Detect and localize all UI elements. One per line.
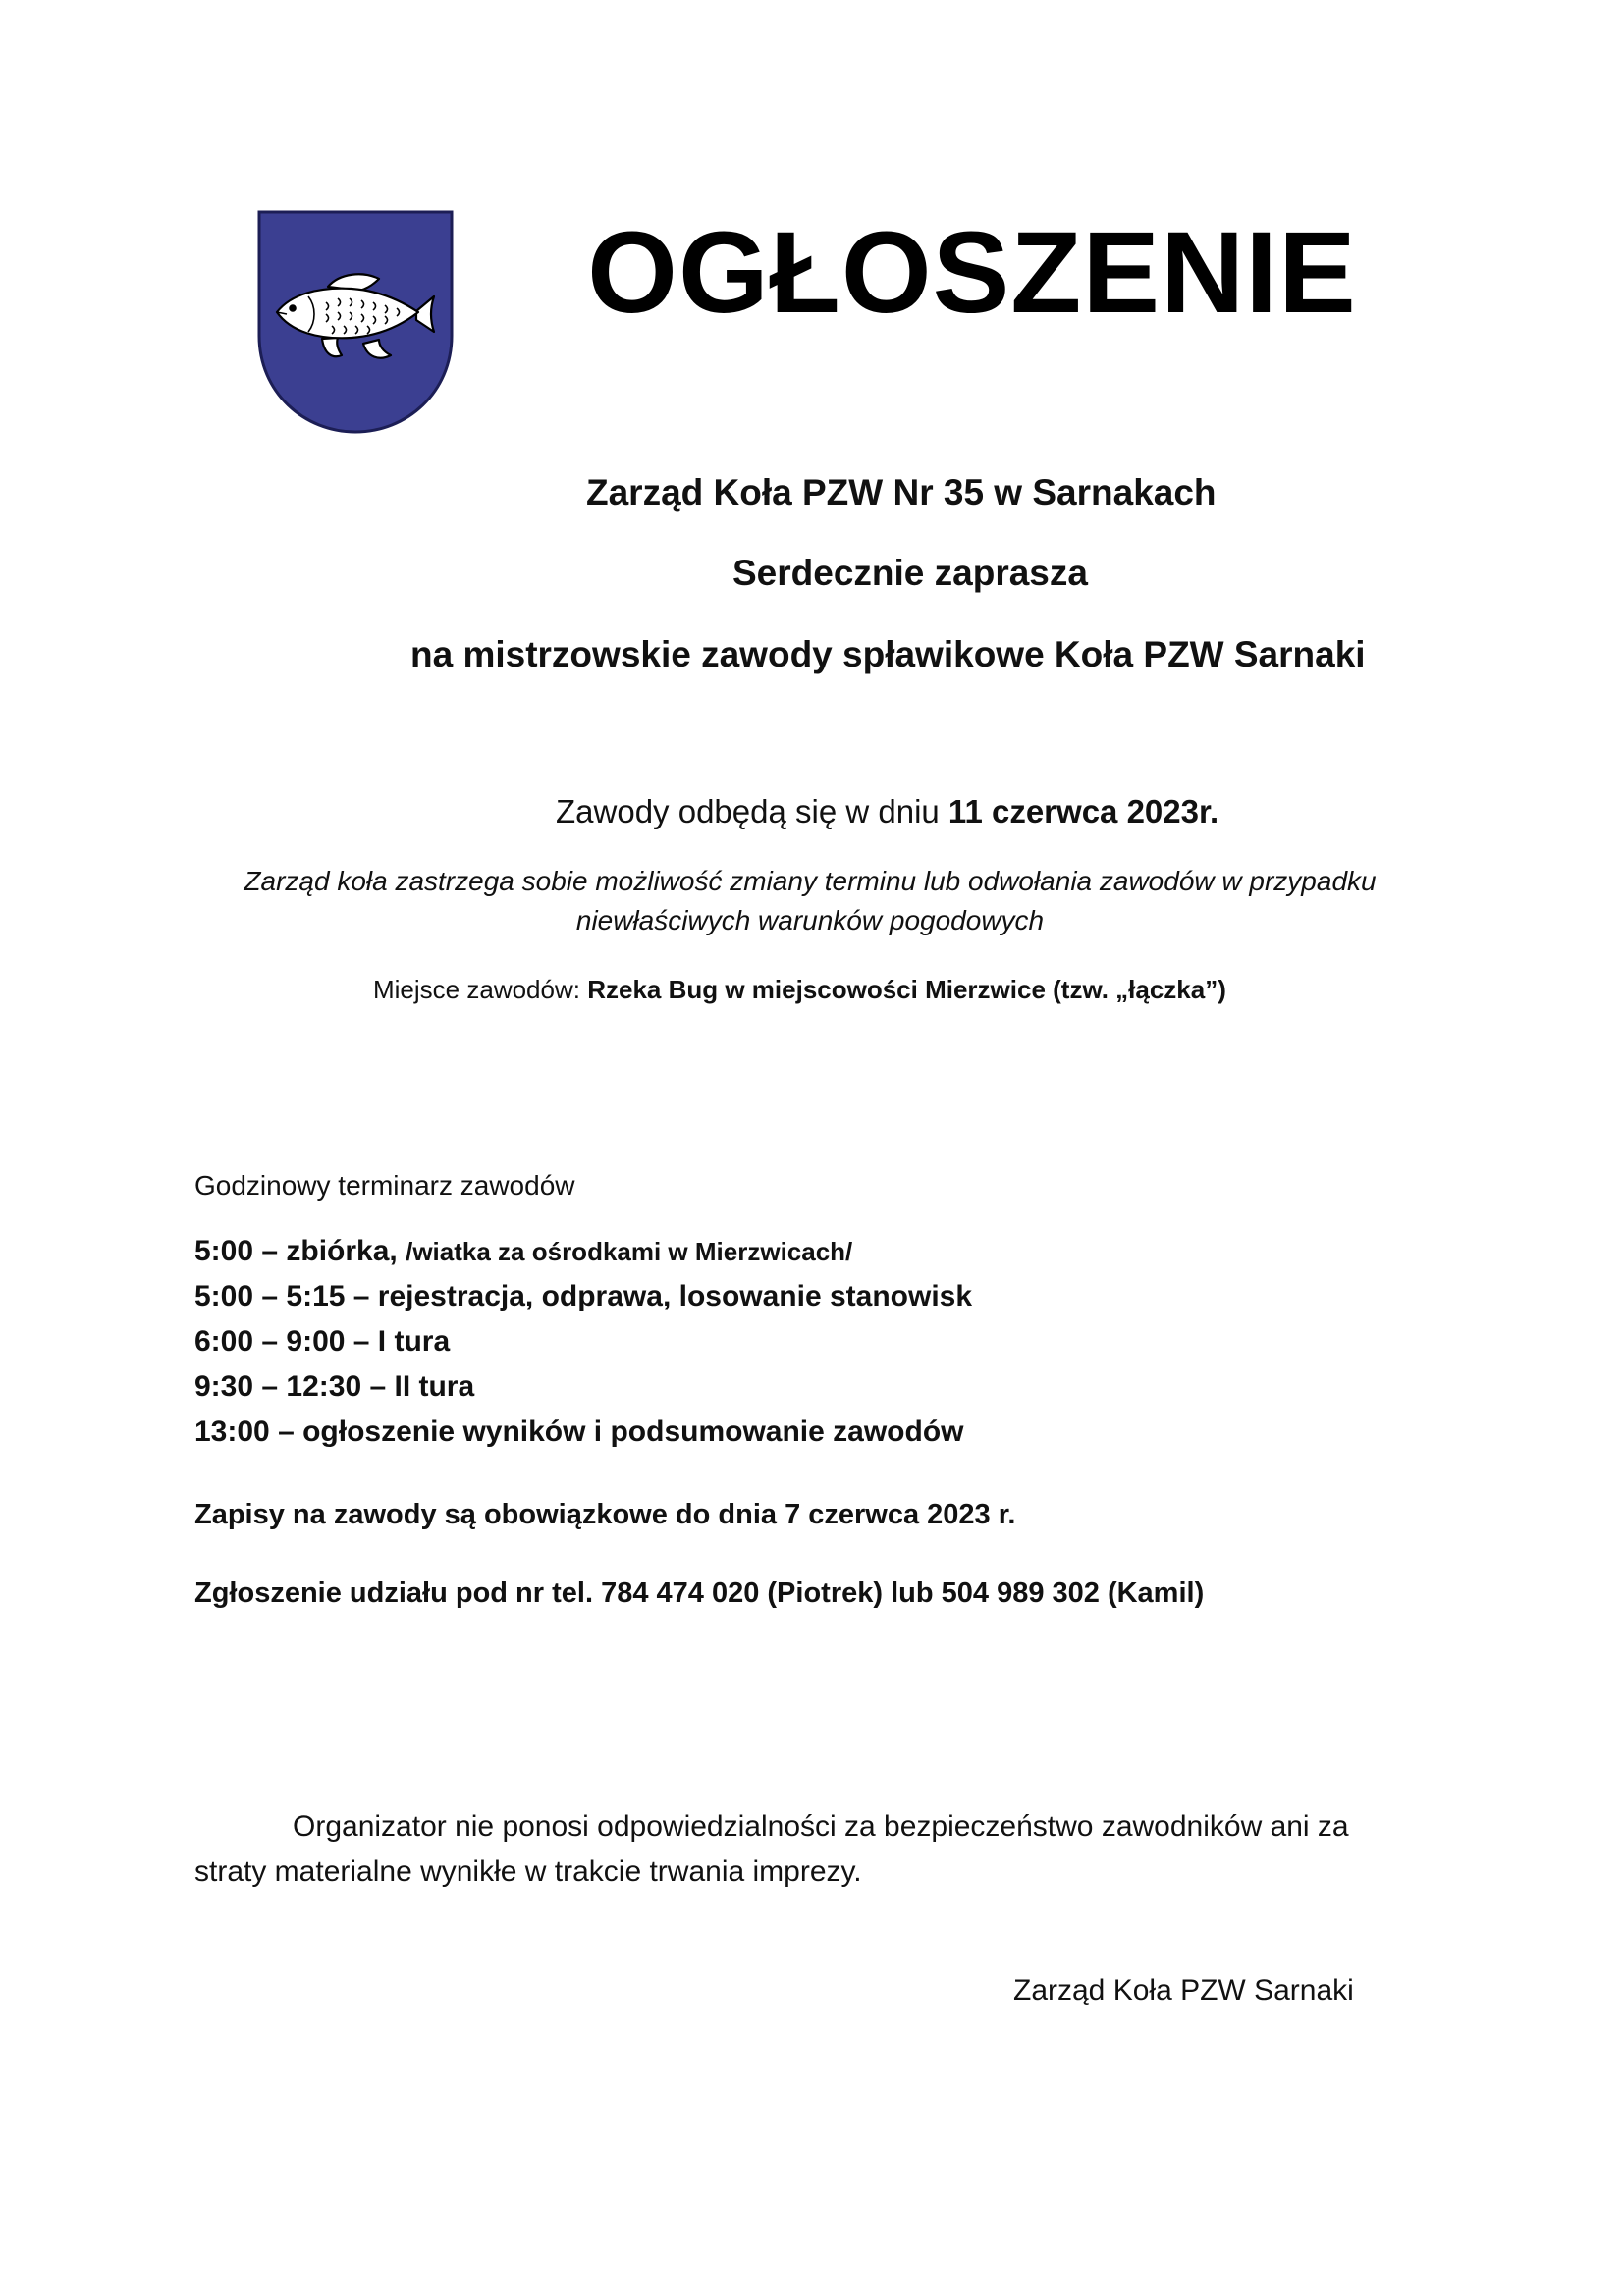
contact-info: Zgłoszenie udziału pod nr tel. 784 474 020 (Piotrek) lub 504 989 302 (Kamil) xyxy=(194,1577,1205,1609)
event-date: 11 czerwca 2023r. xyxy=(947,793,1219,829)
schedule-time: 5:00 – 5:15 – rejestracja, odprawa, losowanie stanowisk xyxy=(194,1280,973,1312)
schedule-heading: Godzinowy terminarz zawodów xyxy=(194,1170,575,1201)
signature: Zarząd Koła PZW Sarnaki xyxy=(1013,1974,1354,2006)
fish-crest-icon xyxy=(257,210,454,434)
weather-note: Zarząd koła zastrzega sobie możliwość zmiany terminu lub odwołania zawodów w przypadku niewłaściwych warunków pogodowych xyxy=(244,866,1377,935)
page-title: OGŁOSZENIE xyxy=(587,208,1357,338)
schedule-list xyxy=(194,1229,972,1455)
list-item xyxy=(194,1229,972,1274)
place-line xyxy=(373,972,1226,1007)
organizer-line: Zarząd Koła PZW Nr 35 w Sarnakach xyxy=(586,472,1217,512)
list-item xyxy=(194,1364,972,1410)
registration-deadline: Zapisy na zawody są obowiązkowe do dnia 7 czerwca 2023 r. xyxy=(194,1499,1016,1530)
invitation-line: Serdecznie zaprasza xyxy=(732,553,1088,593)
schedule-detail: /wiatka za ośrodkami w Mierzwicach/ xyxy=(406,1237,853,1266)
schedule-time: 13:00 – ogłoszenie wyników i podsumowanie zawodów xyxy=(194,1415,964,1448)
place-label: Miejsce zawodów: xyxy=(373,975,588,1004)
schedule-time: 9:30 – 12:30 – II tura xyxy=(194,1370,475,1403)
list-item xyxy=(194,1274,972,1319)
date-prefix: Zawody odbędą się w dniu xyxy=(556,793,948,829)
disclaimer: Organizator nie ponosi odpowiedzialności za bezpieczeństwo zawodników ani za straty materialne wynikłe w trakcie trwania imprezy. xyxy=(194,1810,1349,1888)
date-line xyxy=(556,791,1218,832)
list-item xyxy=(194,1410,972,1455)
schedule-time: 5:00 – zbiórka, xyxy=(194,1235,406,1267)
event-line: na mistrzowskie zawody spławikowe Koła PZW Sarnaki xyxy=(410,634,1366,674)
list-item xyxy=(194,1319,972,1364)
place-value: Rzeka Bug w miejscowości Mierzwice (tzw. „łączka”) xyxy=(587,975,1226,1004)
schedule-time: 6:00 – 9:00 – I tura xyxy=(194,1325,451,1358)
